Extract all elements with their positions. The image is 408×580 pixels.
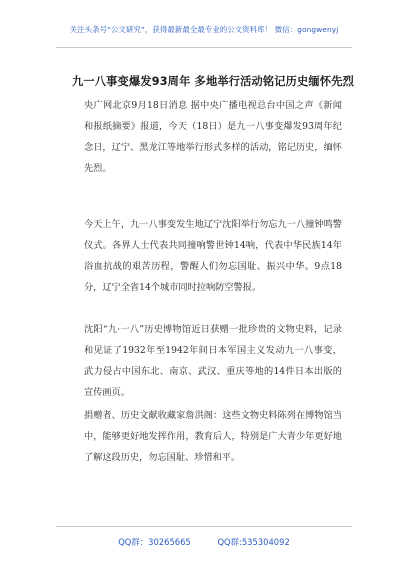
article-paragraph-1: 央广网北京9月18日消息 据中央广播电视总台中国之声《新闻和报纸摘要》报道，今天（18日）是九一八事变爆发93周年纪念日，辽宁、黑龙江等地举行形式多样的活动，铭记历史，缅怀先烈。	[84, 100, 342, 174]
header-divider	[56, 47, 352, 48]
qq-group-1-link[interactable]: QQ群：30265665	[118, 537, 191, 547]
footer-contacts	[40, 536, 368, 548]
article-title: 九一八事变爆发93周年 多地举行活动铭记历史缅怀先烈	[72, 75, 354, 88]
footer-divider	[56, 526, 352, 527]
article-paragraph-2: 今天上午，九一八事变发生地辽宁沈阳举行勿忘九一八撞钟鸣警仪式。各界人士代表共同撞响警世钟14响，代表中华民族14年浴血抗战的艰苦历程，警醒人们勿忘国耻、振兴中华。9点18分，辽宁全省14个城市同时拉响防空警报。	[84, 219, 342, 293]
qq-group-2-link[interactable]: QQ群:535304092	[217, 537, 290, 547]
article-paragraph-3: 沈阳“九·一八”历史博物馆近日获赠一批珍贵的文物史料，记录和见证了1932年至1942年间日本军国主义发动九一八事变，武力侵占中国东北、南京、武汉、重庆等地的14件日本出版的宣传画页。	[84, 324, 342, 398]
header-banner[interactable]: 关注头条号“公文研究”，获得最新最全最专业的公文资料库！ 微信：gongwenyj	[69, 25, 339, 34]
article-paragraph-4: 捐赠者、历史文献收藏家詹洪阁：这些文物史料陈列在博物馆当中，能够更好地发挥作用，教育后人，特别是广大青少年更好地了解这段历史，勿忘国耻、珍惜和平。	[84, 410, 342, 463]
